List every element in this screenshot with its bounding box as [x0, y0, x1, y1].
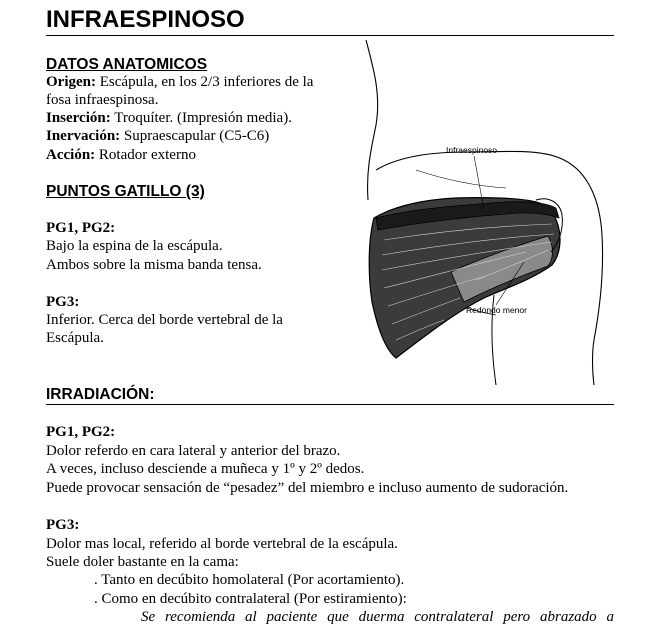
innervation-line: [46, 127, 269, 146]
anatomy-heading: DATOS ANATOMICOS: [46, 56, 208, 73]
tp-pg12-line2: Ambos sobre la misma banda tensa.: [46, 257, 262, 273]
neck-outline: [366, 40, 378, 200]
ir-pg3-line2: Suele doler bastante en la cama:: [46, 554, 239, 570]
tp-pg3-line2: Escápula.: [46, 330, 104, 346]
ir-pg3-note: Se recomienda al paciente que duerma contralateral pero abrazado a: [141, 609, 614, 625]
ir-pg12-label-text: PG1, PG2:: [46, 424, 116, 440]
title-divider: [46, 35, 614, 36]
tp-pg3-line1: Inferior. Cerca del borde vertebral de la: [46, 312, 283, 328]
action-text: Rotador externo: [95, 147, 196, 163]
action-label: Acción:: [46, 147, 96, 163]
ir-pg3-item1: . Tanto en decúbito homolateral (Por acortamiento).: [94, 572, 405, 588]
ir-pg3-label: [46, 516, 79, 535]
insertion-label: Inserción:: [46, 110, 111, 126]
irradiation-heading: IRRADIACIÓN:: [46, 386, 155, 403]
infraspinatus-illustration: [356, 40, 671, 385]
tp-pg12-line1: Bajo la espina de la escápula.: [46, 238, 223, 254]
ir-pg3-label-text: PG3:: [46, 517, 80, 533]
irradiation-divider: [46, 404, 614, 405]
insertion-line: [46, 109, 292, 128]
ir-pg12-line1: Dolor referdo en cara lateral y anterior del brazo.: [46, 443, 341, 459]
ir-pg3-item2: . Como en decúbito contralateral (Por estiramiento):: [94, 591, 407, 607]
ir-pg12-line2: A veces, incluso desciende a muñeca y 1º y 2º dedos.: [46, 461, 365, 477]
action-line: [46, 146, 196, 165]
origin-line-2: fosa infraespinosa.: [46, 92, 159, 108]
origin-line: [46, 73, 313, 92]
ir-pg12-line3: Puede provocar sensación de “pesadez” del miembro e incluso aumento de sudoración.: [46, 480, 569, 496]
ir-pg12-label: [46, 423, 115, 442]
upper-contour: [416, 170, 506, 188]
origin-label: Origen:: [46, 74, 96, 90]
origin-text: Escápula, en los 2/3 inferiores de la: [96, 74, 314, 90]
tp-pg3-label-text: PG3:: [46, 294, 80, 310]
infraspinatus-label: Infraespinoso: [446, 145, 498, 155]
teres-minor-label: Redondo menor: [466, 305, 527, 315]
tp-pg12-label: [46, 219, 115, 238]
ir-pg3-line1: Dolor mas local, referido al borde vertebral de la escápula.: [46, 536, 398, 552]
trigger-points-heading: PUNTOS GATILLO (3): [46, 183, 205, 200]
page-title: INFRAESPINOSO: [46, 6, 245, 33]
tp-pg12-label-text: PG1, PG2:: [46, 220, 116, 236]
insertion-text: Troquíter. (Impresión media).: [110, 110, 292, 126]
tp-pg3-label: [46, 293, 79, 312]
innervation-label: Inervación:: [46, 128, 121, 144]
innervation-text: Supraescapular (C5-C6): [120, 128, 270, 144]
